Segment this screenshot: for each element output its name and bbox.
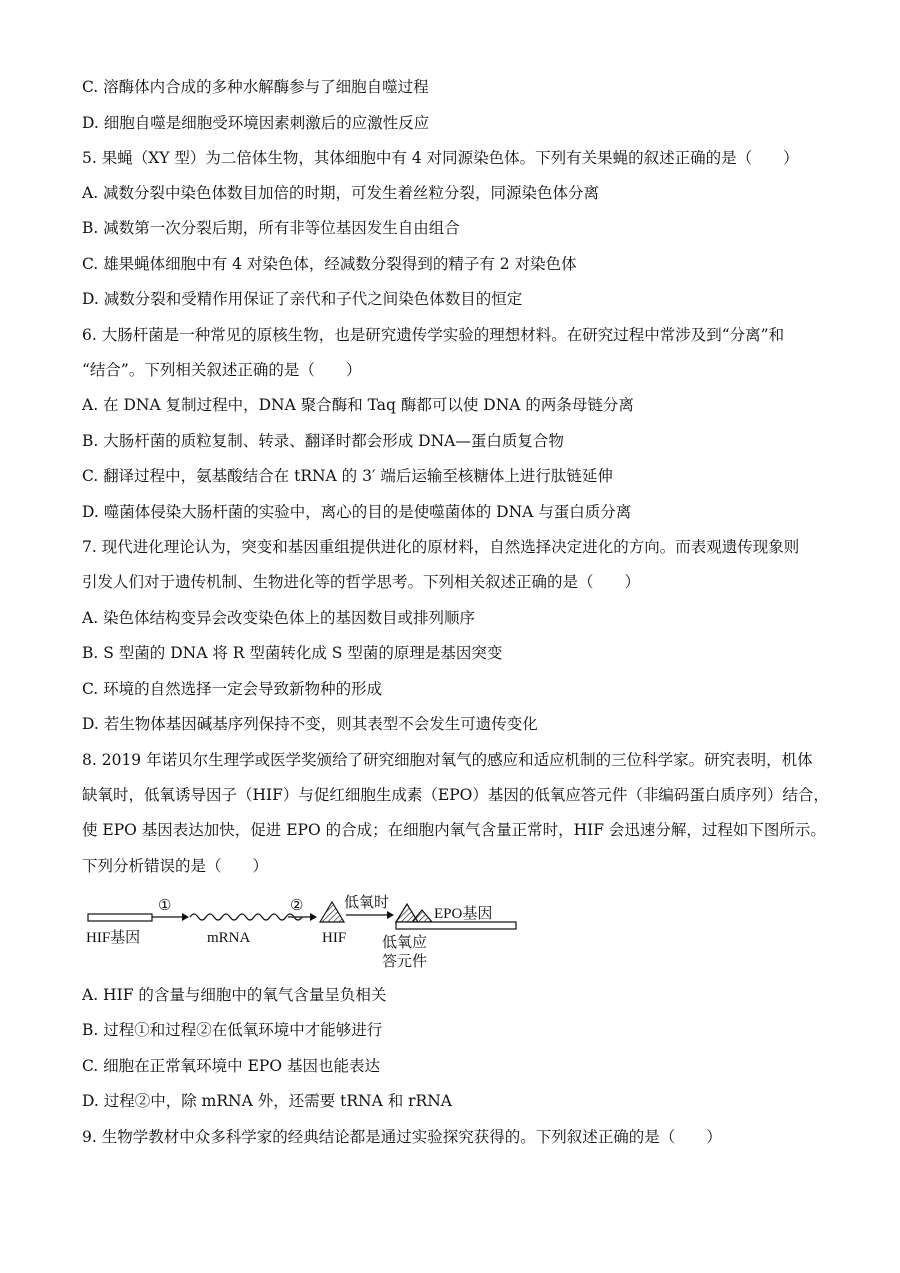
arrow-low-oxygen-head (387, 911, 394, 919)
option-6c: C. 翻译过程中，氨基酸结合在 tRNA 的 3′ 端后运输至核糖体上进行肽链延伸 (82, 467, 613, 485)
question-6-stem-line1: 6. 大肠杆菌是一种常见的原核生物，也是研究遗传学实验的理想材料。在研究过程中常涉及到“分离”和 (82, 326, 785, 344)
question-7-stem-line2: 引发人们对于遗传机制、生物进化等的哲学思考。下列相关叙述正确的是（ ） (82, 573, 641, 591)
arrow-step2-head (310, 913, 317, 921)
option-5c: C. 雄果蝇体细胞中有 4 对染色体，经减数分裂得到的精子有 2 对染色体 (82, 255, 577, 273)
arrow-step1-head (182, 913, 189, 921)
epo-gene-label: EPO基因 (434, 906, 493, 922)
hif-protein-shape (320, 902, 344, 922)
option-4c: C. 溶酶体内合成的多种水解酶参与了细胞自噬过程 (82, 78, 429, 96)
mrna-wave (190, 914, 302, 920)
question-8-stem-line2: 缺氧时，低氧诱导因子（HIF）与促红细胞生成素（EPO）基因的低氧应答元件（非编码蛋白质序列）结合， (82, 786, 829, 804)
hif-gene-bar (88, 914, 152, 921)
option-6d: D. 噬菌体侵染大肠杆菌的实验中，离心的目的是使噬菌体的 DNA 与蛋白质分离 (82, 503, 632, 521)
response-element-label-line1: 低氧应 (382, 935, 428, 951)
option-8c: C. 细胞在正常氧环境中 EPO 基因也能表达 (82, 1057, 380, 1075)
option-5d: D. 减数分裂和受精作用保证了亲代和子代之间染色体数目的恒定 (82, 290, 523, 308)
question-6-stem-line2: “结合”。下列相关叙述正确的是（ ） (82, 361, 362, 379)
option-7c: C. 环境的自然选择一定会导致新物种的形成 (82, 680, 383, 698)
option-5b: B. 减数第一次分裂后期，所有非等位基因发生自由组合 (82, 219, 460, 237)
question-9-stem: 9. 生物学教材中众多科学家的经典结论都是通过实验探究获得的。下列叙述正确的是（ ） (82, 1128, 722, 1146)
option-7a: A. 染色体结构变异会改变染色体上的基因数目或排列顺序 (82, 609, 476, 627)
question-8-stem-line1: 8. 2019 年诺贝尔生理学或医学奖颁给了研究细胞对氧气的感应和适应机制的三位科学家。研究表明，机体 (82, 751, 813, 769)
option-8b: B. 过程①和过程②在低氧环境中才能够进行 (82, 1021, 383, 1039)
option-4d: D. 细胞自噬是细胞受环境因素刺激后的应激性反应 (82, 114, 430, 132)
option-6a: A. 在 DNA 复制过程中，DNA 聚合酶和 Taq 酶都可以使 DNA 的两条母链分离 (82, 396, 634, 414)
step2-label: ② (290, 898, 304, 914)
question-7-stem-line1: 7. 现代进化理论认为，突变和基因重组提供进化的原材料，自然选择决定进化的方向。而表观遗传现象则 (82, 538, 800, 556)
option-5a: A. 减数分裂中染色体数目加倍的时期，可发生着丝粒分裂，同源染色体分离 (82, 184, 600, 202)
option-8d: D. 过程②中，除 mRNA 外，还需要 tRNA 和 rRNA (82, 1092, 452, 1110)
option-7b: B. S 型菌的 DNA 将 R 型菌转化成 S 型菌的原理是基因突变 (82, 644, 503, 662)
option-6b: B. 大肠杆菌的质粒复制、转录、翻译时都会形成 DNA—蛋白质复合物 (82, 432, 564, 450)
hif-gene-label: HIF基因 (86, 930, 141, 946)
low-oxygen-label: 低氧时 (344, 895, 390, 911)
step1-label: ① (158, 898, 172, 914)
option-7d: D. 若生物体基因碱基序列保持不变，则其表型不会发生可遗传变化 (82, 715, 538, 733)
option-8a: A. HIF 的含量与细胞中的氧气含量呈负相关 (82, 986, 387, 1004)
question-5-stem: 5. 果蝇（XY 型）为二倍体生物，其体细胞中有 4 对同源染色体。下列有关果蝇的叙述正确的是（ ） (82, 149, 799, 167)
question-8-stem-line3: 使 EPO 基因表达加快，促进 EPO 的合成；在细胞内氧气含量正常时，HIF 会迅速分解，过程如下图所示。 (82, 821, 826, 839)
epo-gene-bar (396, 922, 516, 929)
mrna-label: mRNA (207, 930, 251, 946)
question-8-stem-line4: 下列分析错误的是（ ） (82, 857, 269, 875)
hif-epo-pathway-diagram (82, 890, 522, 970)
hif-label: HIF (322, 930, 347, 946)
response-element-label-line2: 答元件 (382, 954, 428, 970)
